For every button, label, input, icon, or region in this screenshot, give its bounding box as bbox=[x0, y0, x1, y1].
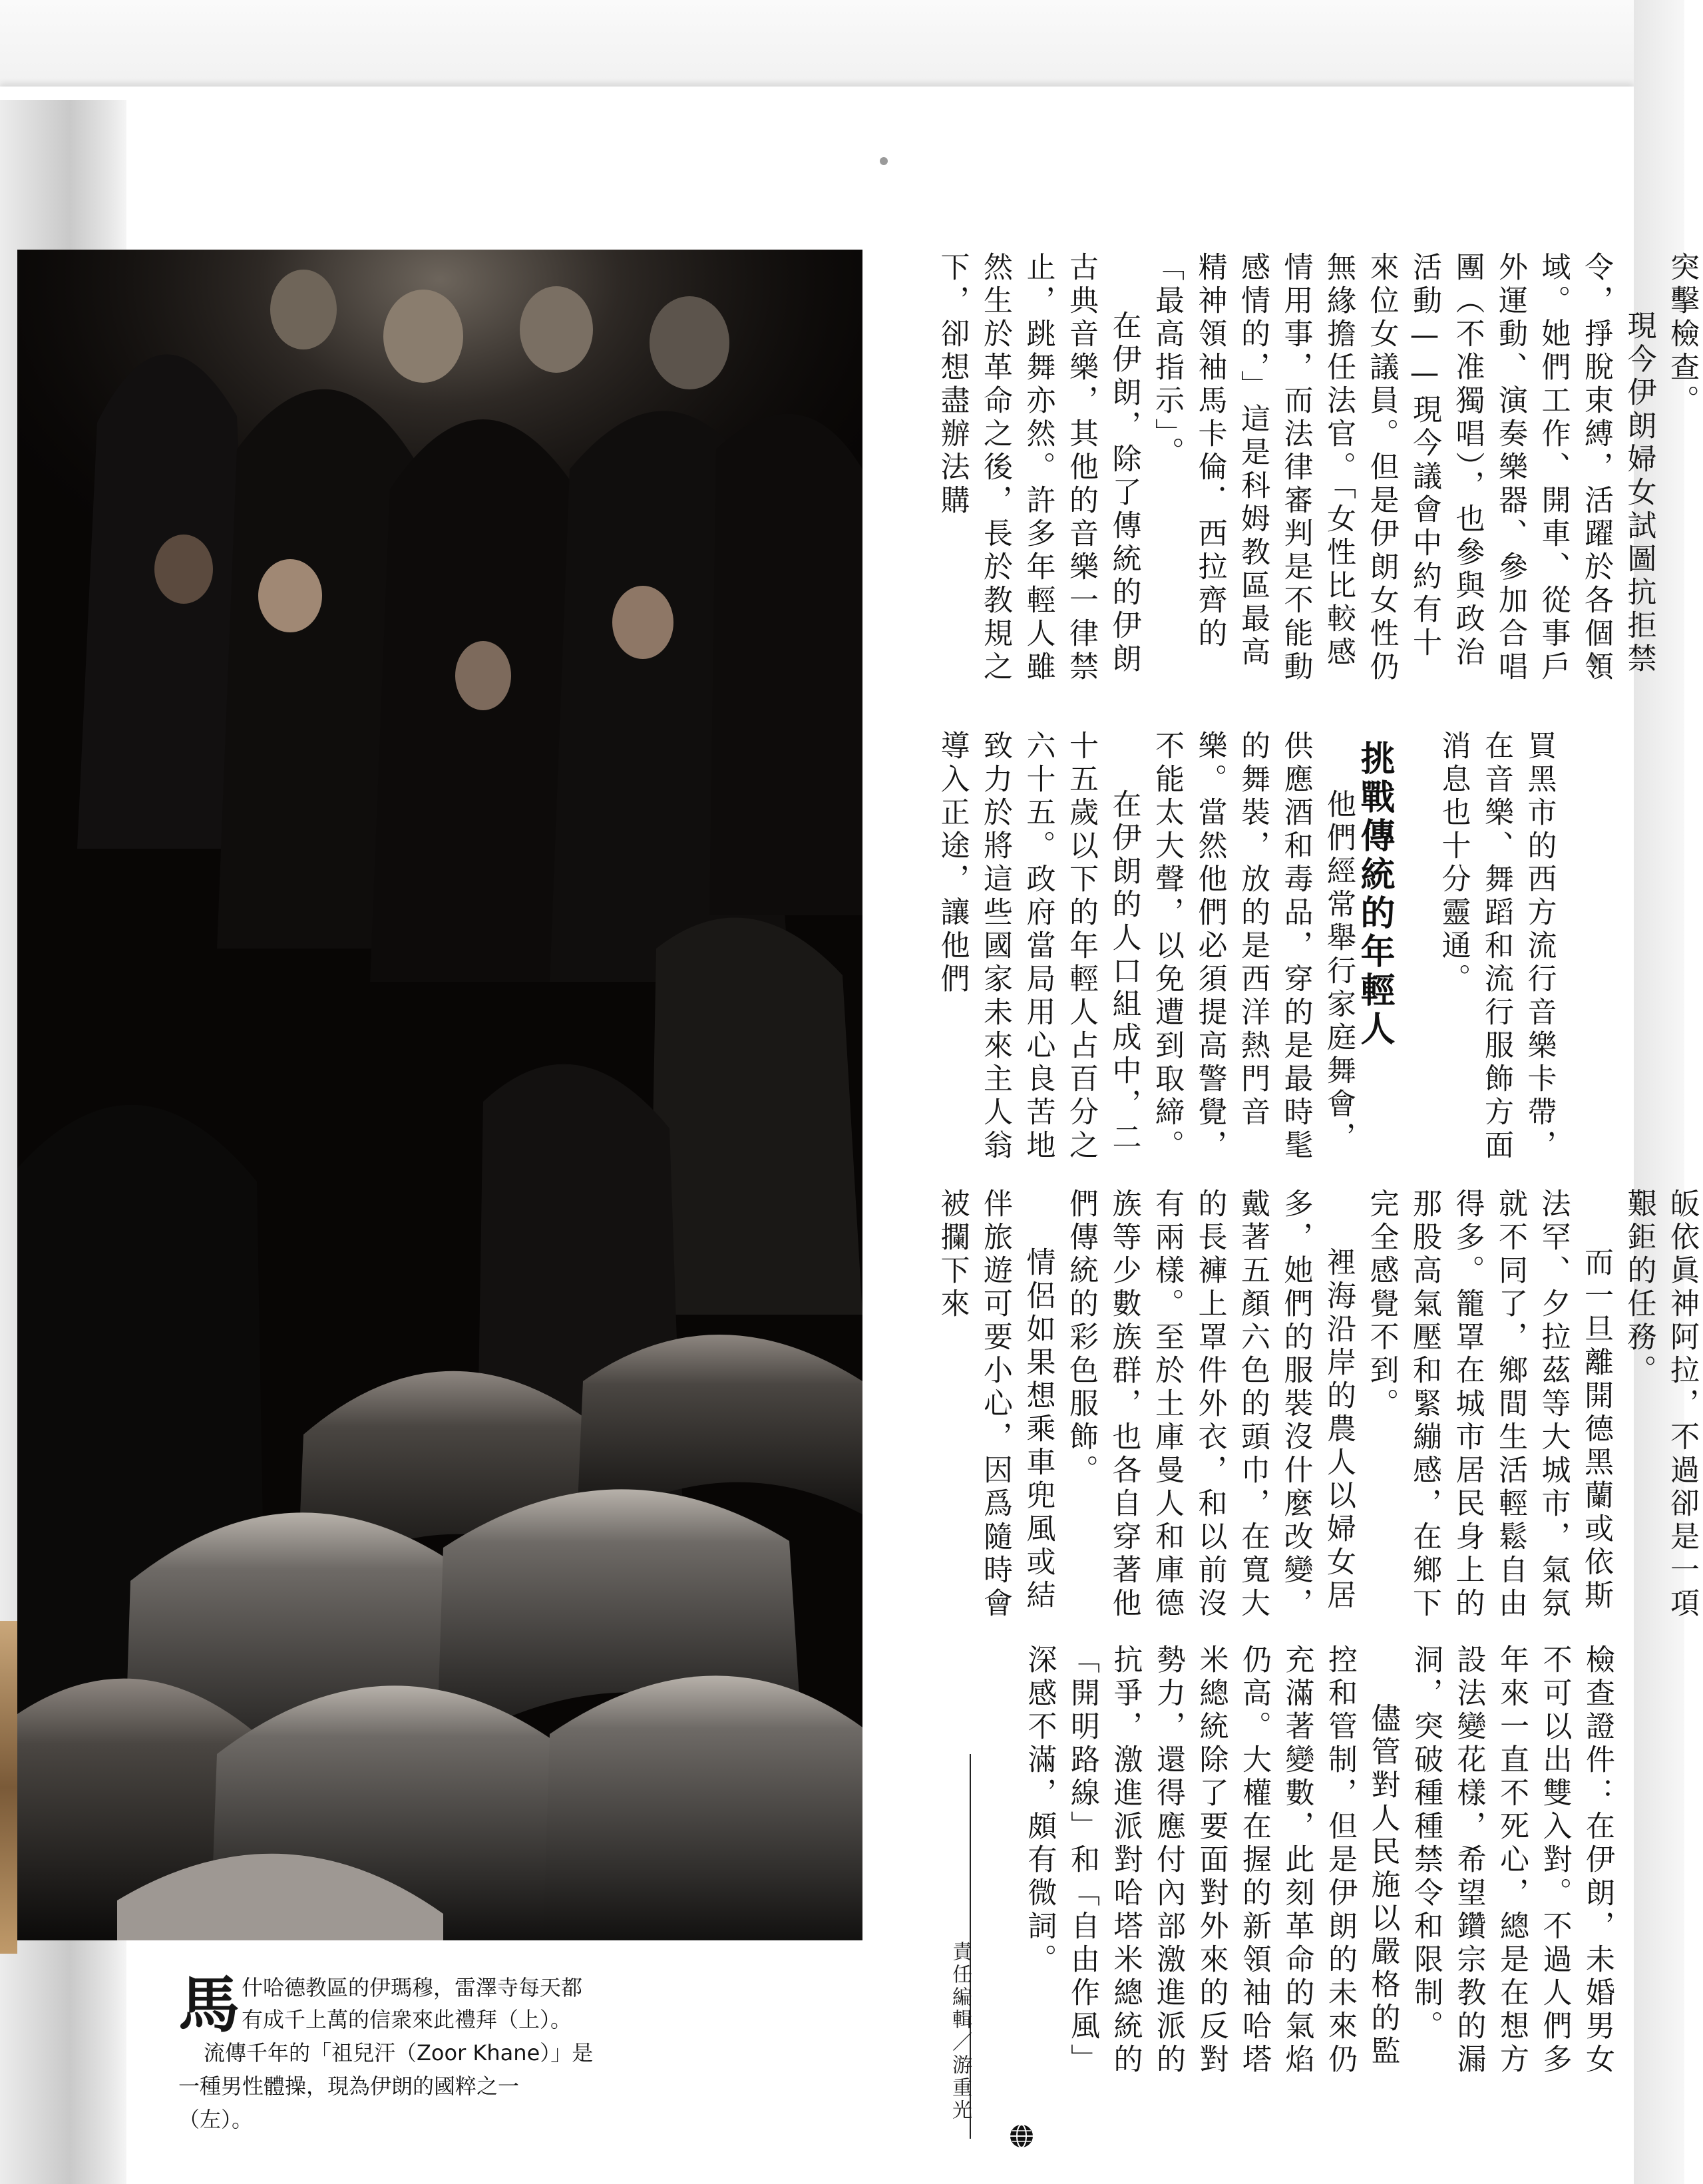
body-text-column-block bbox=[930, 1188, 1703, 1628]
left-page-photo-edge bbox=[0, 1621, 17, 1954]
mosque-prayer-photo bbox=[17, 250, 862, 1940]
editor-credit: 責任編輯／游重光 bbox=[948, 1941, 972, 2122]
caption-dropcap: 馬 bbox=[178, 1969, 240, 2041]
caption-line: 流傳千年的「祖兒汗（Zoor Khane）」是 bbox=[204, 2040, 594, 2066]
paragraph: 而一旦離開德黑蘭或依斯法罕、夕拉茲等大城市，氣氛就不同了，鄉間生活輕鬆自由得多。籠罩在城市居民身上的那股高氣壓和緊繃感，在鄉下完全感覺不到。 bbox=[1364, 1188, 1613, 1621]
paragraph: 他們經常舉行家庭舞會，供應酒和毒品，穿的是最時髦的舞裝，放的是西洋熱門音樂。當然他們必須提高警覺，不能太大聲，以免遭到取締。 bbox=[1150, 730, 1356, 1163]
paragraph: 在伊朗，除了傳統的伊朗古典音樂，其他的音樂一律禁止，跳舞亦然。許多年輕人雖然生於革命之後，長於教規之下，卻想盡辦法購 bbox=[935, 252, 1141, 684]
body-text-column-block bbox=[930, 252, 1703, 691]
caption-line: 有成千上萬的信衆來此禮拜（上）。 bbox=[242, 2007, 572, 2032]
scan-background bbox=[0, 0, 1684, 87]
paragraph: 儘管對人民施以嚴格的監控和管制，但是伊朗的未來仍充滿著變數，此刻革命的氣焰仍高。大權在握的新領袖哈塔米總統除了要面對外來的反對勢力，還得應付內部激進派的抗爭，激進派對哈塔米總統的「開明路線」和「自由作風」深感不滿，頗有微詞。 bbox=[1022, 1644, 1400, 2077]
paragraph: 檢查證件：在伊朗，未婚男女不可以出雙入對。不過人們多年來一直不死心，總是在想方設法變花樣，希望鑽宗教的漏洞，突破種種禁令和限制。 bbox=[1409, 1644, 1614, 2077]
caption-line: 什哈德教區的伊瑪穆，雷澤寺每天都 bbox=[242, 1975, 583, 2000]
paragraph: 皈依眞神阿拉，不過卻是一項艱鉅的任務。 bbox=[1622, 1188, 1699, 1621]
caption-line: （左）。 bbox=[178, 2107, 254, 2132]
paragraph: 現今伊朗婦女試圖抗拒禁令，掙脫束縛，活躍於各個領域。她們工作、開車、從事戶外運動、演奏樂器、參加合唱團（不准獨唱），也參與政治活動——現今議會中約有十來位女議員。但是伊朗女性仍無緣擔任法官。「女性比較感情用事，而法律審判是不能動感情的，」這是科姆教區最高精神領袖馬卡倫．西拉齊的「最高指示」。 bbox=[1150, 252, 1656, 684]
globe-icon bbox=[1009, 2123, 1034, 2149]
paragraph: 裡海沿岸的農人以婦女居多，她們的服裝沒什麼改變，戴著五顏六色的頭巾，在寬大的長褲上罩件外衣，和以前沒有兩樣。至於土庫曼人和庫德族等少數族群，也各自穿著他們傳統的彩色服飾。 bbox=[1064, 1188, 1356, 1621]
body-text-column-block bbox=[930, 730, 1360, 1170]
body-text-column-block bbox=[1431, 730, 1561, 1170]
paragraph: 買黑市的西方流行音樂卡帶，在音樂、舞蹈和流行服飾方面消息也十分靈通。 bbox=[1436, 730, 1557, 1163]
section-heading: 挑戰傳統的年輕人 bbox=[1354, 740, 1394, 1049]
paragraph: 突擊檢查。 bbox=[1665, 252, 1699, 418]
print-speck bbox=[880, 157, 888, 165]
caption-line: 一種男性體操，現為伊朗的國粹之一 bbox=[178, 2074, 520, 2099]
paragraph: 情侶如果想乘車兜風或結伴旅遊可要小心，因爲隨時會被攔下來 bbox=[935, 1188, 1055, 1621]
photo-caption bbox=[178, 1969, 594, 2165]
body-text-column-block bbox=[1018, 1644, 1618, 2083]
paragraph: 在伊朗的人口組成中，二十五歲以下的年輕人占百分之六十五。政府當局用心良苦地致力於將這些國家未來主人翁導入正途，讓他們 bbox=[935, 730, 1141, 1163]
